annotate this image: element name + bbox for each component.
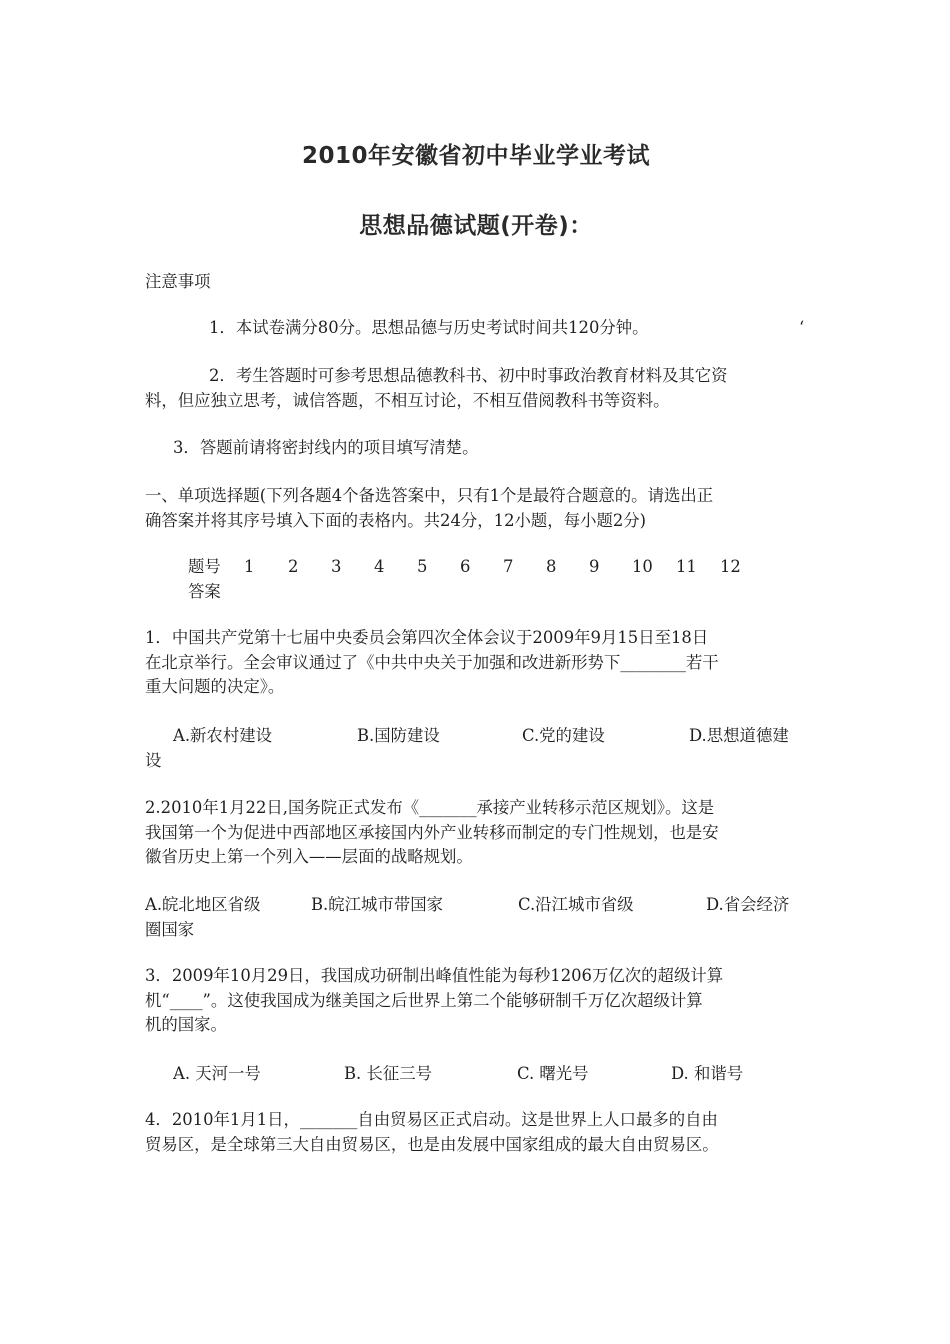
answer-table-number: 6 — [460, 557, 471, 576]
question-3-line: 机“____”。这使我国成为继美国之后世界上第二个能够研制千万亿次超级计算 — [145, 990, 703, 1010]
question-2-option-tail: 圈国家 — [145, 919, 195, 939]
question-2-option-c: C.沿江城市省级 — [518, 895, 634, 914]
question-1-options — [145, 724, 807, 773]
notice-heading: 注意事项 — [145, 272, 211, 291]
notice-item-2-line-1: 2．考生答题时可参考思想品德教科书、初中时事政治教育材料及其它资 — [209, 366, 728, 385]
question-4-line: 贸易区，是全球第三大自由贸易区，也是由发展中国家组成的最大自由贸易区。 — [145, 1134, 719, 1154]
question-3-option-c: C. 曙光号 — [517, 1064, 589, 1083]
question-3-option-b: B. 长征三号 — [344, 1064, 433, 1083]
question-2-option-a: A.皖北地区省级 — [145, 895, 261, 914]
question-1-option-c: C.党的建设 — [522, 726, 605, 745]
answer-table-number: 10 — [632, 557, 653, 576]
notice-item-3 — [145, 436, 807, 461]
answer-table-number: 4 — [374, 557, 385, 576]
notice-item-1-text: 1．本试卷满分80分。思想品德与历史考试时间共120分钟。 — [209, 318, 649, 337]
question-1-line: 1．中国共产党第十七届中央委员会第四次全体会议于2009年9月15日至18日 — [145, 628, 709, 647]
question-2-line: 徽省历史上第一个列入——层面的战略规划。 — [145, 847, 473, 866]
question-3-option-a: A. 天河一号 — [173, 1064, 261, 1083]
notice-item-2 — [145, 364, 807, 413]
section-1-instructions — [145, 484, 807, 533]
question-2 — [145, 796, 807, 870]
question-3-line: 机的国家。 — [145, 1015, 227, 1034]
question-1-line: 在北京举行。全会审议通过了《中共中央关于加强和改进新形势下________若干 — [145, 652, 719, 672]
question-3-line: 3．2009年10月29日，我国成功研制出峰值性能为每秒1206万亿次的超级计算 — [145, 966, 724, 985]
notice-item-3-text: 3．答题前请将密封线内的项目填写清楚。 — [173, 438, 479, 457]
question-4-line: 4．2010年1月1日，_______自由贸易区正式启动。这是世界上人口最多的自由 — [145, 1110, 718, 1129]
answer-table-number: 12 — [720, 557, 741, 576]
answer-table-number: 9 — [589, 557, 600, 576]
section-1-line-1: 一、单项选择题(下列各题4个备选答案中，只有1个是最符合题意的。请选出正 — [145, 486, 714, 505]
answer-table-number: 1 — [244, 557, 255, 576]
notice-item-2-line-2: 料，但应独立思考，诚信答题，不相互讨论，不相互借阅教科书等资料。 — [145, 390, 670, 410]
question-3 — [145, 964, 807, 1038]
question-1-line: 重大问题的决定》。 — [145, 677, 285, 696]
section-1-line-2: 确答案并将其序号填入下面的表格内。共24分，12小题，每小题2分) — [145, 510, 647, 530]
question-2-option-b: B.皖江城市带国家 — [311, 895, 443, 914]
answer-table-number: 5 — [417, 557, 428, 576]
question-3-option-d: D. 和谐号 — [671, 1064, 744, 1083]
question-1-option-row — [145, 724, 807, 749]
answer-table-number: 3 — [331, 557, 342, 576]
question-1-option-tail: 设 — [145, 750, 162, 770]
exam-title: 2010年安徽省初中毕业学业考试 — [301, 143, 650, 169]
question-1 — [145, 626, 807, 700]
question-1-option-a: A.新农村建设 — [173, 726, 272, 745]
answer-table-row-header: 题号 — [188, 557, 221, 576]
question-2-options — [145, 893, 807, 942]
question-3-option-row — [145, 1062, 807, 1087]
question-2-option-row — [145, 893, 807, 918]
answer-table-number: 2 — [288, 557, 299, 576]
exam-subtitle: 思想品德试题(开卷)： — [359, 213, 593, 239]
question-2-option-d: D.省会经济 — [706, 895, 790, 914]
answer-table-number: 7 — [503, 557, 514, 576]
question-1-option-b: B.国防建设 — [357, 726, 440, 745]
question-4 — [145, 1108, 807, 1157]
question-2-line: 我国第一个为促进中西部地区承接国内外产业转移而制定的专门性规划，也是安 — [145, 822, 719, 842]
notice-item-1 — [145, 316, 807, 341]
answer-table-number: 8 — [546, 557, 557, 576]
answer-table-answer-header: 答案 — [188, 581, 221, 601]
question-3-options — [145, 1062, 807, 1087]
notice-item-1-mark: ‘ — [799, 318, 805, 337]
question-1-option-d: D.思想道德建 — [689, 726, 789, 745]
answer-table-number: 11 — [676, 557, 697, 576]
question-2-line: 2.2010年1月22日,国务院正式发布《_______承接产业转移示范区规划》。这是 — [145, 798, 715, 817]
